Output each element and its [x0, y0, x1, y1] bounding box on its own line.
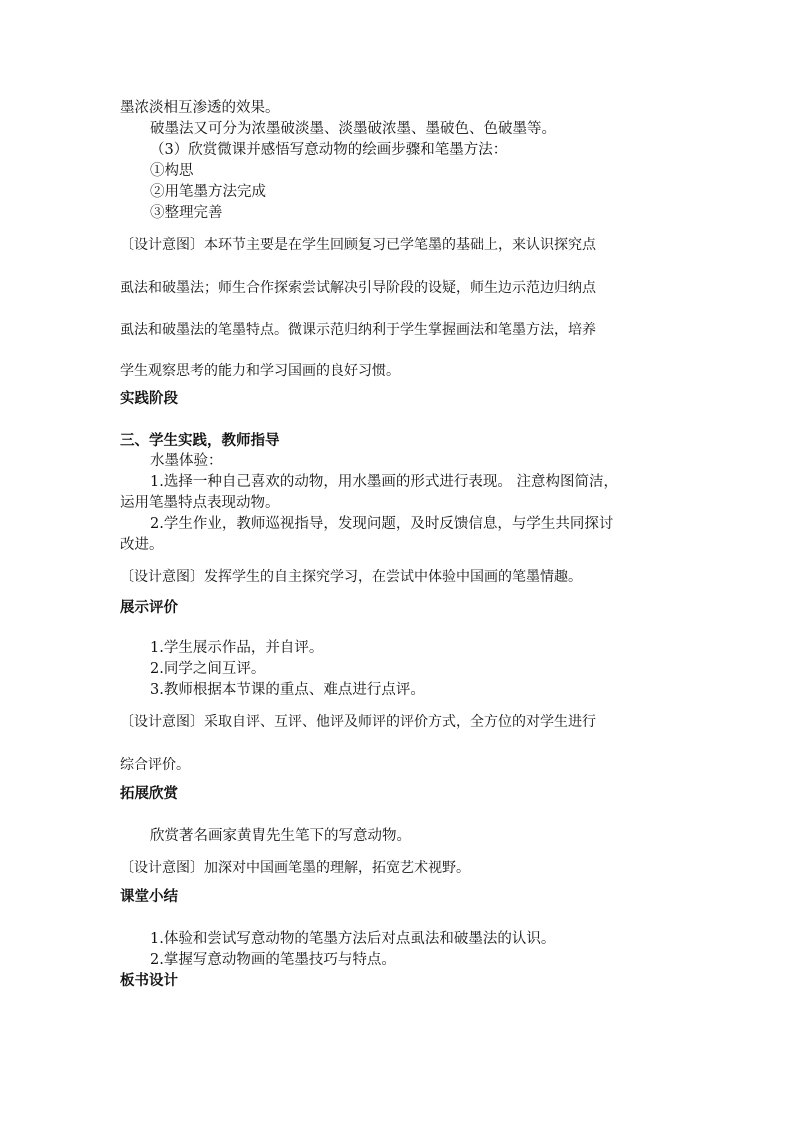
- section-heading: 实践阶段: [120, 391, 178, 407]
- design-intent-line: 〔设计意图〕本环节主要是在学生回顾复习已学笔墨的基础上，来认识探究点: [120, 237, 596, 253]
- design-intent-line: 综合评价。: [120, 757, 190, 773]
- design-intent-line: 虱法和破墨法的笔墨特点。微课示范归纳利于学生掌握画法和笔墨方法，培养: [120, 322, 596, 338]
- section-heading: 展示评价: [120, 600, 178, 616]
- paragraph-line: （3）欣赏微课并感悟写意动物的绘画步骤和笔墨方法：: [150, 142, 508, 158]
- paragraph-line: 破墨法又可分为浓墨破淡墨、淡墨破浓墨、墨破色、色破墨等。: [150, 121, 556, 137]
- design-intent-line: 学生观察思考的能力和学习国画的良好习惯。: [120, 363, 400, 379]
- section-heading: 课堂小结: [120, 889, 178, 905]
- design-intent-line: 〔设计意图〕发挥学生的自主探究学习，在尝试中体验中国画的笔墨情趣。: [120, 569, 582, 585]
- list-item-continuation: 改进。: [120, 537, 164, 553]
- list-item: 2.同学之间互评。: [150, 661, 266, 677]
- list-item: ①构思: [150, 163, 194, 179]
- design-intent-line: 〔设计意图〕加深对中国画笔墨的理解，拓宽艺术视野。: [120, 860, 470, 876]
- paragraph-line: 欣赏著名画家黄胄先生笔下的写意动物。: [150, 828, 411, 844]
- paragraph-line: 墨浓淡相互渗透的效果。: [120, 100, 280, 116]
- list-item: 3.教师根据本节课的重点、难点进行点评。: [150, 682, 425, 698]
- list-item: 2.掌握写意动物画的笔墨技巧与特点。: [150, 952, 396, 968]
- list-item: ②用笔墨方法完成: [150, 184, 266, 200]
- list-item: 1.体验和尝试写意动物的笔墨方法后对点虱法和破墨法的认识。: [150, 931, 556, 947]
- list-item-continuation: 运用笔墨特点表现动物。: [120, 495, 280, 511]
- design-intent-line: 〔设计意图〕采取自评、互评、他评及师评的评价方式，全方位的对学生进行: [120, 714, 596, 730]
- list-item: 2.学生作业，教师巡视指导，发现问题，及时反馈信息，与学生共同探讨: [150, 516, 614, 532]
- paragraph-line: 水墨体验：: [150, 453, 223, 469]
- list-item: 1.选择一种自己喜欢的动物，用水墨画的形式进行表现。 注意构图简洁，: [150, 474, 618, 490]
- section-heading: 板书设计: [120, 973, 178, 989]
- list-item: 1.学生展示作品，并自评。: [150, 640, 324, 656]
- section-subheading: 三、学生实践，教师指导: [120, 433, 280, 449]
- list-item: ③整理完善: [150, 205, 223, 221]
- design-intent-line: 虱法和破墨法；师生合作探索尝试解决引导阶段的设疑，师生边示范边归纳点: [120, 280, 596, 296]
- section-heading: 拓展欣赏: [120, 786, 178, 802]
